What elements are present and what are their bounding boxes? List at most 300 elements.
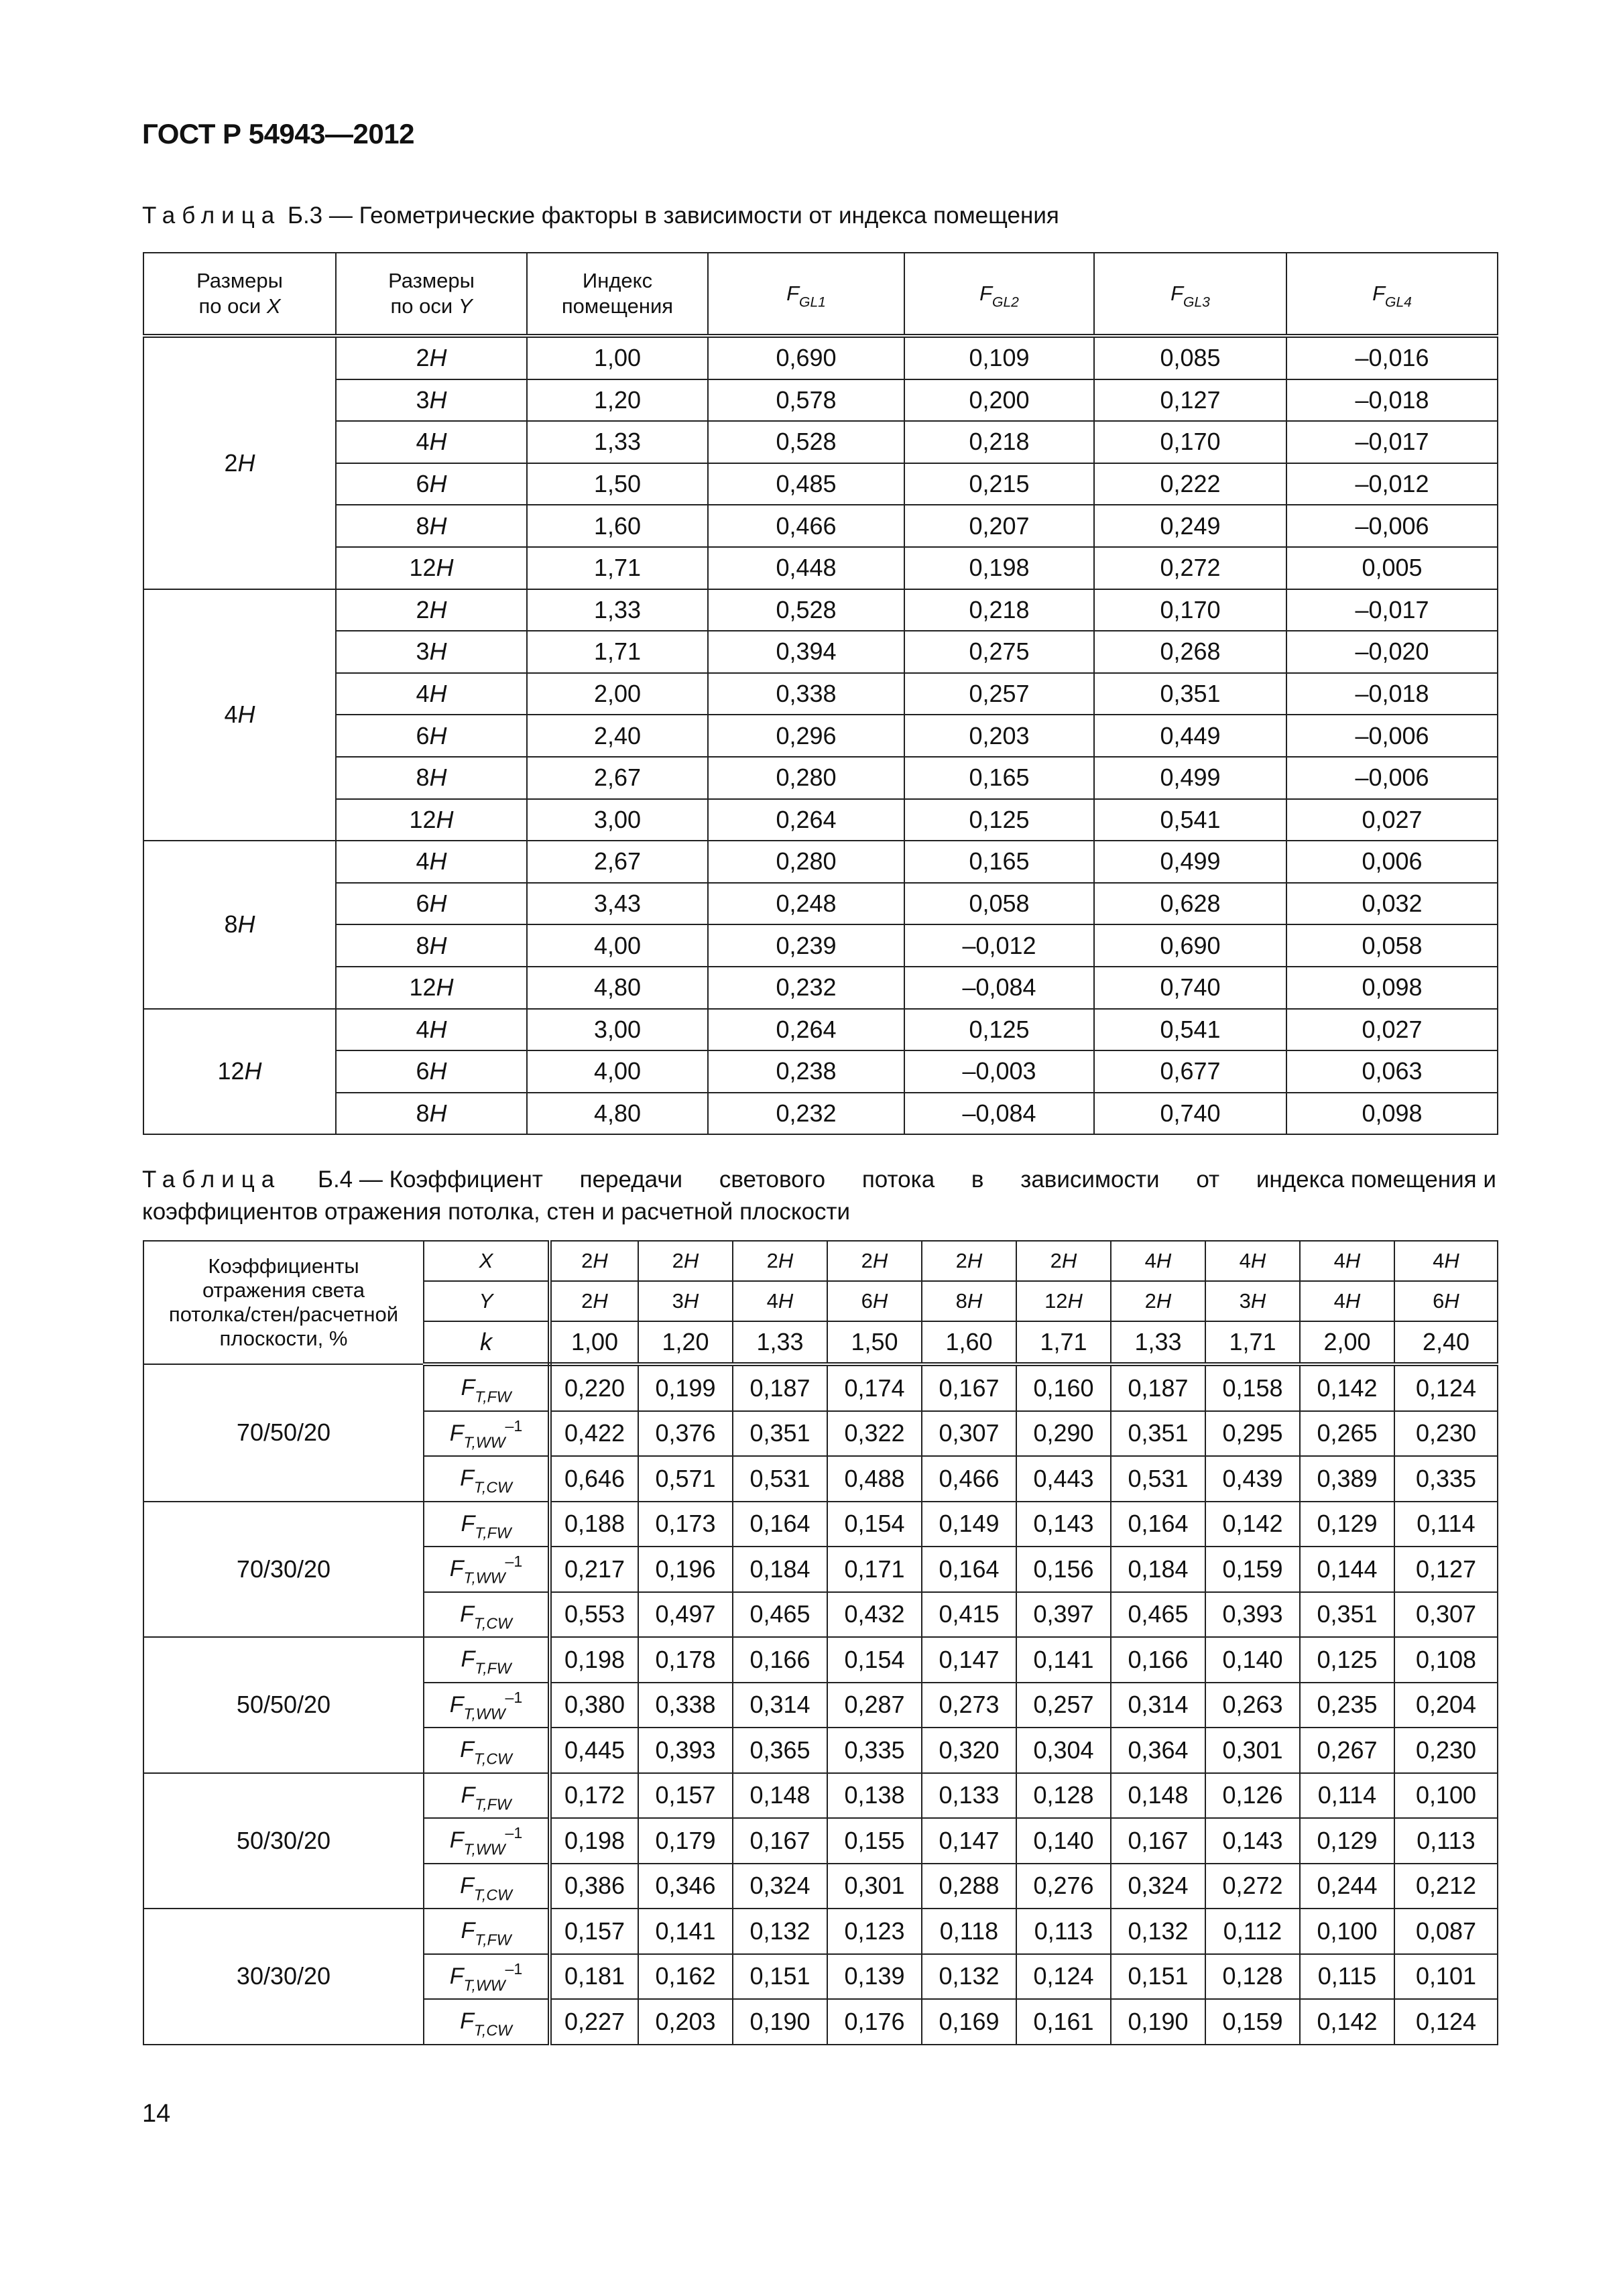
table3-factor-value: –0,006 xyxy=(1286,505,1498,547)
table4-param-label: k xyxy=(424,1321,550,1364)
table3-factor-value: 0,740 xyxy=(1094,967,1286,1009)
table4-factor-value: 0,179 xyxy=(638,1818,733,1864)
table3-factor-value: –0,017 xyxy=(1286,421,1498,463)
table3-factor-value: 0,541 xyxy=(1094,799,1286,841)
table4-factor-value: 0,100 xyxy=(1394,1773,1498,1819)
table3-factor-value: 0,170 xyxy=(1094,589,1286,631)
table4-factor-value: 0,230 xyxy=(1394,1728,1498,1773)
table4-factor-value: 0,148 xyxy=(733,1773,827,1819)
table4-factor-value: 0,307 xyxy=(922,1411,1016,1457)
table3-header-x: Размеры по оси X xyxy=(143,253,336,336)
table4-caption-word: передачи xyxy=(579,1166,683,1193)
table4-param-value: 2,00 xyxy=(1300,1321,1394,1364)
table4-param-value: 3H xyxy=(638,1281,733,1321)
table4-caption xyxy=(142,1164,1496,1228)
table3-factor-value: 0,275 xyxy=(904,631,1094,673)
table4-factor-value: 0,139 xyxy=(827,1954,922,2000)
table-row xyxy=(143,1050,1498,1093)
table4-param-value: 1,71 xyxy=(1016,1321,1111,1364)
table3-factor-value: 0,541 xyxy=(1094,1009,1286,1051)
table3-factor-value: 0,218 xyxy=(904,421,1094,463)
table3-factor-value: 0,032 xyxy=(1286,883,1498,925)
table-row xyxy=(143,1909,1498,1954)
table3-y-size: 8H xyxy=(336,924,527,967)
table4-factor-value: 0,307 xyxy=(1394,1592,1498,1638)
table4-factor-value: 0,178 xyxy=(638,1637,733,1683)
table3-factor-value: 0,063 xyxy=(1286,1050,1498,1093)
table3-room-index: 4,80 xyxy=(527,967,708,1009)
table3-caption-lead: Таблица xyxy=(142,202,282,229)
table4-factor-value: 0,531 xyxy=(733,1456,827,1502)
table3-factor-value: 0,248 xyxy=(708,883,904,925)
table3-y-size: 12H xyxy=(336,967,527,1009)
table4-factor-value: 0,203 xyxy=(638,1999,733,2045)
table4-factor-value: 0,128 xyxy=(1205,1954,1300,2000)
table-row xyxy=(143,757,1498,799)
table4-param-value: 2H xyxy=(922,1241,1016,1281)
table4-factor-value: 0,198 xyxy=(550,1818,638,1864)
table4-factor-value: 0,393 xyxy=(1205,1592,1300,1638)
table4-factor-value: 0,465 xyxy=(1111,1592,1205,1638)
table4-param-value: 2H xyxy=(1111,1281,1205,1321)
table4-param-label: Y xyxy=(424,1281,550,1321)
table4-factor-value: 0,140 xyxy=(1016,1818,1111,1864)
table3-factor-value: 0,218 xyxy=(904,589,1094,631)
table3-room-index: 1,33 xyxy=(527,589,708,631)
table4-factor-value: 0,422 xyxy=(550,1411,638,1457)
table3-factor-value: –0,003 xyxy=(904,1050,1094,1093)
table4-factor-value: 0,167 xyxy=(922,1364,1016,1411)
table4-factor-value: 0,157 xyxy=(638,1773,733,1819)
table4-caption-word: от xyxy=(1196,1166,1220,1193)
table4-param-value: 4H xyxy=(1111,1241,1205,1281)
table3-x-size: 8H xyxy=(143,841,336,1008)
table4-factor-value: 0,235 xyxy=(1300,1683,1394,1728)
table4-factor-symbol: $F_{T,WW}^{-1}$ xyxy=(424,1683,550,1728)
table4-caption-word: зависимости xyxy=(1020,1166,1160,1193)
table4-factor-symbol: $F_{T,FW}$ xyxy=(424,1773,550,1819)
table4-caption-word: Б.4 — Коэффициент xyxy=(317,1166,543,1193)
table3-factor-value: 0,232 xyxy=(708,967,904,1009)
table4-factor-symbol: $F_{T,CW}$ xyxy=(424,1456,550,1502)
table3-room-index: 4,00 xyxy=(527,924,708,967)
document-id: ГОСТ Р 54943—2012 xyxy=(142,118,414,149)
table3-y-size: 4H xyxy=(336,673,527,715)
table4-factor-value: 0,138 xyxy=(827,1773,922,1819)
table4-param-value: 12H xyxy=(1016,1281,1111,1321)
table4-factor-value: 0,124 xyxy=(1394,1364,1498,1411)
table4-factor-value: 0,173 xyxy=(638,1502,733,1547)
table4-factor-value: 0,127 xyxy=(1394,1547,1498,1592)
table4-factor-value: 0,172 xyxy=(550,1773,638,1819)
table4-factor-value: 0,389 xyxy=(1300,1456,1394,1502)
table4-factor-value: 0,380 xyxy=(550,1683,638,1728)
table3-factor-value: 0,264 xyxy=(708,799,904,841)
table4-factor-symbol: $F_{T,FW}$ xyxy=(424,1364,550,1411)
table3-y-size: 8H xyxy=(336,757,527,799)
table4-factor-value: 0,167 xyxy=(733,1818,827,1864)
table4-factor-value: 0,301 xyxy=(827,1864,922,1909)
table3-factor-value: 0,499 xyxy=(1094,841,1286,883)
table3-header-y: Размеры по оси Y xyxy=(336,253,527,336)
table3-y-size: 4H xyxy=(336,1009,527,1051)
table4-factor-symbol: $F_{T,FW}$ xyxy=(424,1909,550,1954)
table4-factor-value: 0,151 xyxy=(733,1954,827,2000)
table4-factor-value: 0,132 xyxy=(733,1909,827,1954)
table4-param-value: 2,40 xyxy=(1394,1321,1498,1364)
table4-factor-value: 0,124 xyxy=(1016,1954,1111,2000)
table4-factor-value: 0,465 xyxy=(733,1592,827,1638)
table4-factor-value: 0,220 xyxy=(550,1364,638,1411)
table4-header-label: Коэффициенты отражения света потолка/стен/расчетной плоскости, % xyxy=(143,1241,424,1364)
table4-reflectance-group: 70/30/20 xyxy=(143,1502,424,1638)
table3-header-fgl2: $F_{GL2}$ xyxy=(904,253,1094,336)
table4-factor-symbol: $F_{T,FW}$ xyxy=(424,1502,550,1547)
table3-caption xyxy=(142,202,1059,229)
table4-factor-value: 0,304 xyxy=(1016,1728,1111,1773)
page-number: 14 xyxy=(142,2100,171,2128)
table-row xyxy=(143,1637,1498,1683)
table4-factor-value: 0,346 xyxy=(638,1864,733,1909)
table4-factor-value: 0,113 xyxy=(1394,1818,1498,1864)
table4-param-value: 2H xyxy=(550,1281,638,1321)
table3-y-size: 4H xyxy=(336,421,527,463)
table3-factor-value: 0,027 xyxy=(1286,799,1498,841)
table3-factor-value: 0,257 xyxy=(904,673,1094,715)
table4-factor-value: 0,114 xyxy=(1394,1502,1498,1547)
table3-x-size: 4H xyxy=(143,589,336,841)
table4-factor-value: 0,351 xyxy=(1111,1411,1205,1457)
table3-header-fgl4: $F_{GL4}$ xyxy=(1286,253,1498,336)
table3-factor-value: 0,027 xyxy=(1286,1009,1498,1051)
table3-y-size: 12H xyxy=(336,799,527,841)
table3-factor-value: 0,280 xyxy=(708,757,904,799)
table3-room-index: 2,00 xyxy=(527,673,708,715)
table4-param-value: 2H xyxy=(827,1241,922,1281)
table4-param-label: X xyxy=(424,1241,550,1281)
table-row xyxy=(143,547,1498,589)
table-row xyxy=(143,715,1498,757)
table4-factor-value: 0,149 xyxy=(922,1502,1016,1547)
table3-factor-value: 0,740 xyxy=(1094,1093,1286,1135)
table4-factor-value: 0,126 xyxy=(1205,1773,1300,1819)
table4-factor-value: 0,164 xyxy=(1111,1502,1205,1547)
table3-factor-value: 0,578 xyxy=(708,379,904,422)
table4-factor-value: 0,335 xyxy=(827,1728,922,1773)
table-row xyxy=(143,883,1498,925)
table4-factor-value: 0,351 xyxy=(1300,1592,1394,1638)
table3-room-index: 1,71 xyxy=(527,547,708,589)
table4-factor-value: 0,287 xyxy=(827,1683,922,1728)
table3-factor-value: 0,200 xyxy=(904,379,1094,422)
table3-factor-value: –0,017 xyxy=(1286,589,1498,631)
table3-factor-value: 0,098 xyxy=(1286,1093,1498,1135)
table-row xyxy=(143,1093,1498,1135)
table3-factor-value: 0,125 xyxy=(904,1009,1094,1051)
table4-factor-value: 0,497 xyxy=(638,1592,733,1638)
table3-factor-value: 0,207 xyxy=(904,505,1094,547)
table4-factor-value: 0,338 xyxy=(638,1683,733,1728)
table3-y-size: 8H xyxy=(336,505,527,547)
table3-header-fgl3: $F_{GL3}$ xyxy=(1094,253,1286,336)
table4-factor-value: 0,190 xyxy=(733,1999,827,2045)
table4-factor-value: 0,196 xyxy=(638,1547,733,1592)
table3-factor-value: 0,268 xyxy=(1094,631,1286,673)
table4-factor-value: 0,322 xyxy=(827,1411,922,1457)
table3-header-row xyxy=(143,253,1498,336)
table4-factor-value: 0,129 xyxy=(1300,1502,1394,1547)
table4-factor-value: 0,324 xyxy=(733,1864,827,1909)
table4-factor-value: 0,263 xyxy=(1205,1683,1300,1728)
table4-factor-symbol: $F_{T,CW}$ xyxy=(424,1999,550,2045)
table4-factor-value: 0,364 xyxy=(1111,1728,1205,1773)
table-row xyxy=(143,841,1498,883)
table4-factor-value: 0,181 xyxy=(550,1954,638,2000)
table4-factor-value: 0,351 xyxy=(733,1411,827,1457)
table-row xyxy=(143,1364,1498,1411)
table-row xyxy=(143,505,1498,547)
table3-factor-value: 0,628 xyxy=(1094,883,1286,925)
table4-caption-word: светового xyxy=(719,1166,826,1193)
table3-y-size: 4H xyxy=(336,841,527,883)
table3-factor-value: 0,232 xyxy=(708,1093,904,1135)
table3-factor-value: 0,085 xyxy=(1094,336,1286,379)
table4-factor-value: 0,184 xyxy=(733,1547,827,1592)
table-b3 xyxy=(143,252,1498,1135)
table4-caption-word: индекса помещения и xyxy=(1256,1166,1496,1193)
table3-factor-value: 0,499 xyxy=(1094,757,1286,799)
table4-factor-value: 0,439 xyxy=(1205,1456,1300,1502)
table4-factor-value: 0,217 xyxy=(550,1547,638,1592)
table3-factor-value: 0,109 xyxy=(904,336,1094,379)
table4-factor-value: 0,148 xyxy=(1111,1773,1205,1819)
table3-factor-value: –0,020 xyxy=(1286,631,1498,673)
table4-factor-value: 0,466 xyxy=(922,1456,1016,1502)
table4-factor-value: 0,164 xyxy=(922,1547,1016,1592)
table3-room-index: 1,50 xyxy=(527,463,708,505)
table4-factor-value: 0,156 xyxy=(1016,1547,1111,1592)
table-row xyxy=(143,1502,1498,1547)
table4-param-value: 4H xyxy=(1300,1241,1394,1281)
table3-room-index: 4,00 xyxy=(527,1050,708,1093)
table3-factor-value: 0,165 xyxy=(904,757,1094,799)
table4-factor-value: 0,188 xyxy=(550,1502,638,1547)
table3-factor-value: 0,338 xyxy=(708,673,904,715)
table4-factor-value: 0,288 xyxy=(922,1864,1016,1909)
table3-factor-value: 0,528 xyxy=(708,589,904,631)
table4-factor-value: 0,393 xyxy=(638,1728,733,1773)
table4-param-value: 1,71 xyxy=(1205,1321,1300,1364)
table4-factor-value: 0,125 xyxy=(1300,1637,1394,1683)
table4-factor-value: 0,142 xyxy=(1300,1364,1394,1411)
table4-caption-word: потока xyxy=(861,1166,935,1193)
table4-param-value: 3H xyxy=(1205,1281,1300,1321)
table-row xyxy=(143,463,1498,505)
table4-factor-value: 0,198 xyxy=(550,1637,638,1683)
table3-factor-value: 0,466 xyxy=(708,505,904,547)
table4-factor-value: 0,159 xyxy=(1205,1547,1300,1592)
table4-factor-value: 0,155 xyxy=(827,1818,922,1864)
table4-factor-value: 0,161 xyxy=(1016,1999,1111,2045)
table3-factor-value: 0,238 xyxy=(708,1050,904,1093)
table3-factor-value: 0,127 xyxy=(1094,379,1286,422)
table4-factor-value: 0,295 xyxy=(1205,1411,1300,1457)
table4-factor-value: 0,276 xyxy=(1016,1864,1111,1909)
table3-room-index: 2,67 xyxy=(527,841,708,883)
table4-factor-value: 0,335 xyxy=(1394,1456,1498,1502)
table4-caption-lead: Таблица xyxy=(142,1166,282,1193)
table4-factor-value: 0,100 xyxy=(1300,1909,1394,1954)
table3-y-size: 3H xyxy=(336,631,527,673)
table3-y-size: 6H xyxy=(336,1050,527,1093)
table4-factor-value: 0,140 xyxy=(1205,1637,1300,1683)
table4-param-value: 2H xyxy=(1016,1241,1111,1281)
table4-param-value: 1,20 xyxy=(638,1321,733,1364)
table3-factor-value: –0,084 xyxy=(904,967,1094,1009)
table4-param-value: 1,50 xyxy=(827,1321,922,1364)
table4-param-value: 8H xyxy=(922,1281,1016,1321)
table4-factor-value: 0,114 xyxy=(1300,1773,1394,1819)
table3-y-size: 6H xyxy=(336,463,527,505)
table4-factor-symbol: $F_{T,CW}$ xyxy=(424,1864,550,1909)
table4-factor-value: 0,445 xyxy=(550,1728,638,1773)
table3-room-index: 2,67 xyxy=(527,757,708,799)
table4-factor-value: 0,314 xyxy=(1111,1683,1205,1728)
table3-room-index: 3,00 xyxy=(527,1009,708,1051)
table4-reflectance-group: 70/50/20 xyxy=(143,1364,424,1502)
table3-room-index: 3,00 xyxy=(527,799,708,841)
table4-factor-symbol: $F_{T,WW}^{-1}$ xyxy=(424,1954,550,2000)
table4-factor-value: 0,227 xyxy=(550,1999,638,2045)
table4-factor-value: 0,257 xyxy=(1016,1683,1111,1728)
table4-factor-symbol: $F_{T,CW}$ xyxy=(424,1728,550,1773)
table4-factor-value: 0,397 xyxy=(1016,1592,1111,1638)
table4-reflectance-group: 50/50/20 xyxy=(143,1637,424,1773)
table3-factor-value: –0,018 xyxy=(1286,673,1498,715)
table3-factor-value: 0,249 xyxy=(1094,505,1286,547)
table3-factor-value: 0,528 xyxy=(708,421,904,463)
table4-caption-line1 xyxy=(142,1164,1496,1196)
table4-factor-symbol: $F_{T,CW}$ xyxy=(424,1592,550,1638)
table3-factor-value: –0,084 xyxy=(904,1093,1094,1135)
table4-param-value: 1,60 xyxy=(922,1321,1016,1364)
table4-x-row xyxy=(143,1241,1498,1281)
table3-factor-value: 0,690 xyxy=(1094,924,1286,967)
table3-room-index: 1,00 xyxy=(527,336,708,379)
table3-y-size: 8H xyxy=(336,1093,527,1135)
table-row xyxy=(143,673,1498,715)
table3-x-size: 2H xyxy=(143,336,336,589)
table4-factor-value: 0,147 xyxy=(922,1818,1016,1864)
table4-factor-value: 0,142 xyxy=(1300,1999,1394,2045)
table4-factor-value: 0,129 xyxy=(1300,1818,1394,1864)
table3-room-index: 4,80 xyxy=(527,1093,708,1135)
table4-factor-value: 0,160 xyxy=(1016,1364,1111,1411)
table4-caption-word: в xyxy=(971,1166,984,1193)
table3-factor-value: 0,239 xyxy=(708,924,904,967)
table4-factor-value: 0,151 xyxy=(1111,1954,1205,2000)
table3-factor-value: –0,012 xyxy=(904,924,1094,967)
table4-factor-value: 0,432 xyxy=(827,1592,922,1638)
table4-factor-value: 0,320 xyxy=(922,1728,1016,1773)
table4-param-value: 2H xyxy=(733,1241,827,1281)
table4-param-value: 4H xyxy=(1205,1241,1300,1281)
table4-factor-value: 0,531 xyxy=(1111,1456,1205,1502)
table3-factor-value: 0,449 xyxy=(1094,715,1286,757)
table-row xyxy=(143,1773,1498,1819)
table4-factor-symbol: $F_{T,WW}^{-1}$ xyxy=(424,1411,550,1457)
table4-factor-value: 0,212 xyxy=(1394,1864,1498,1909)
table3-factor-value: 0,485 xyxy=(708,463,904,505)
table4-factor-value: 0,101 xyxy=(1394,1954,1498,2000)
table4-param-value: 4H xyxy=(1300,1281,1394,1321)
table4-param-value: 2H xyxy=(638,1241,733,1281)
table3-factor-value: 0,215 xyxy=(904,463,1094,505)
table4-factor-value: 0,118 xyxy=(922,1909,1016,1954)
table4-factor-value: 0,176 xyxy=(827,1999,922,2045)
table4-factor-value: 0,301 xyxy=(1205,1728,1300,1773)
table4-param-value: 1,33 xyxy=(1111,1321,1205,1364)
table3-room-index: 1,71 xyxy=(527,631,708,673)
table4-factor-value: 0,132 xyxy=(922,1954,1016,2000)
table4-factor-value: 0,376 xyxy=(638,1411,733,1457)
table-row xyxy=(143,421,1498,463)
table3-factor-value: 0,222 xyxy=(1094,463,1286,505)
table3-factor-value: 0,448 xyxy=(708,547,904,589)
table4-factor-value: 0,159 xyxy=(1205,1999,1300,2045)
table-row xyxy=(143,967,1498,1009)
table4-factor-value: 0,132 xyxy=(1111,1909,1205,1954)
table4-factor-value: 0,184 xyxy=(1111,1547,1205,1592)
table4-factor-value: 0,128 xyxy=(1016,1773,1111,1819)
table4-factor-value: 0,143 xyxy=(1016,1502,1111,1547)
table3-y-size: 3H xyxy=(336,379,527,422)
table4-factor-value: 0,166 xyxy=(1111,1637,1205,1683)
table4-factor-value: 0,087 xyxy=(1394,1909,1498,1954)
table4-factor-value: 0,174 xyxy=(827,1364,922,1411)
table4-factor-value: 0,324 xyxy=(1111,1864,1205,1909)
table4-factor-value: 0,230 xyxy=(1394,1411,1498,1457)
table3-y-size: 6H xyxy=(336,715,527,757)
table-row xyxy=(143,631,1498,673)
table4-param-value: 6H xyxy=(1394,1281,1498,1321)
table4-factor-symbol: $F_{T,FW}$ xyxy=(424,1637,550,1683)
table3-factor-value: 0,280 xyxy=(708,841,904,883)
table3-factor-value: 0,677 xyxy=(1094,1050,1286,1093)
table-row xyxy=(143,1009,1498,1051)
table4-caption-line2: коэффициентов отражения потолка, стен и расчетной плоскости xyxy=(142,1199,851,1225)
table-row xyxy=(143,336,1498,379)
table4-reflectance-group: 30/30/20 xyxy=(143,1909,424,2045)
table3-y-size: 12H xyxy=(336,547,527,589)
table4-factor-value: 0,415 xyxy=(922,1592,1016,1638)
table4-factor-value: 0,154 xyxy=(827,1637,922,1683)
table3-factor-value: 0,170 xyxy=(1094,421,1286,463)
table3-factor-value: 0,198 xyxy=(904,547,1094,589)
table4-factor-value: 0,314 xyxy=(733,1683,827,1728)
table3-factor-value: 0,203 xyxy=(904,715,1094,757)
table-row xyxy=(143,379,1498,422)
table4-factor-value: 0,488 xyxy=(827,1456,922,1502)
table4-factor-value: 0,143 xyxy=(1205,1818,1300,1864)
table4-param-value: 4H xyxy=(733,1281,827,1321)
table3-factor-value: 0,125 xyxy=(904,799,1094,841)
table3-factor-value: 0,351 xyxy=(1094,673,1286,715)
table4-factor-value: 0,141 xyxy=(1016,1637,1111,1683)
table3-factor-value: 0,006 xyxy=(1286,841,1498,883)
table3-factor-value: 0,098 xyxy=(1286,967,1498,1009)
table4-factor-value: 0,169 xyxy=(922,1999,1016,2045)
